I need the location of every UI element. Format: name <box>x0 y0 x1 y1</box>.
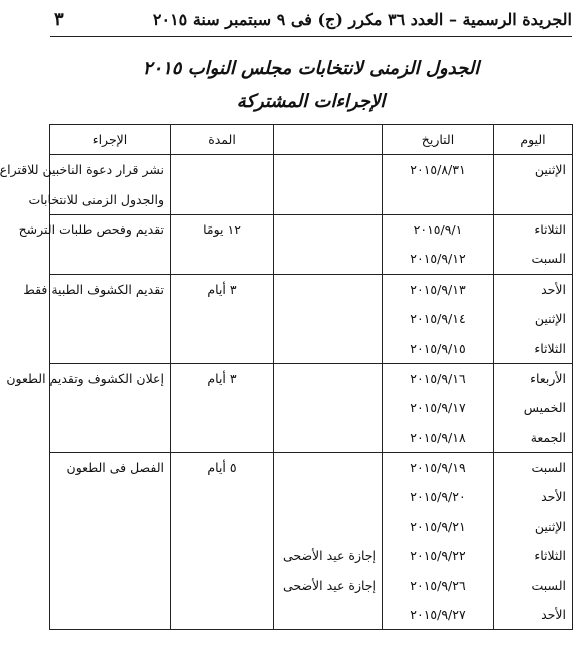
table-row <box>50 184 573 214</box>
page-number: ٣ <box>54 8 64 30</box>
table-row <box>50 423 573 453</box>
cell-date: ٢٠١٥/٩/١٤ <box>383 304 494 333</box>
cell-procedure <box>50 570 171 599</box>
cell-duration <box>171 541 274 570</box>
election-schedule-table <box>0 124 573 630</box>
cell-date: ٢٠١٥/٩/١٩ <box>383 452 494 482</box>
cell-note <box>274 244 383 274</box>
cell-date: ٢٠١٥/٩/٢٦ <box>383 570 494 599</box>
header-duration: المدة <box>171 125 274 155</box>
cell-procedure <box>50 482 171 511</box>
cell-duration <box>171 393 274 422</box>
cell-date: ٢٠١٥/٩/٢٧ <box>383 600 494 630</box>
table-row <box>50 155 573 185</box>
cell-procedure: تقديم الكشوف الطبية فقط <box>50 274 171 304</box>
cell-procedure <box>50 244 171 274</box>
cell-duration <box>171 570 274 599</box>
cell-duration <box>171 155 274 185</box>
table-row <box>50 393 573 422</box>
cell-date <box>383 184 494 214</box>
cell-note <box>274 452 383 482</box>
cell-day: الثلاثاء <box>494 214 573 244</box>
table-row <box>50 452 573 482</box>
cell-procedure <box>50 423 171 453</box>
cell-date: ٢٠١٥/٩/٢٢ <box>383 541 494 570</box>
table-row <box>50 570 573 599</box>
cell-note <box>274 274 383 304</box>
cell-note <box>274 184 383 214</box>
table-row <box>50 244 573 274</box>
cell-procedure: إعلان الكشوف وتقديم الطعون <box>50 363 171 393</box>
cell-note: إجازة عيد الأضحى <box>274 570 383 599</box>
cell-note: إجازة عيد الأضحى <box>274 541 383 570</box>
cell-procedure <box>50 541 171 570</box>
cell-procedure: نشر قرار دعوة الناخبين للاقتراع <box>50 155 171 185</box>
cell-date: ٢٠١٥/٩/٢٠ <box>383 482 494 511</box>
cell-day: الأحد <box>494 600 573 630</box>
cell-note <box>274 214 383 244</box>
cell-note <box>274 423 383 453</box>
cell-day: السبت <box>494 244 573 274</box>
cell-duration: ١٢ يومًا <box>171 214 274 244</box>
cell-date: ٢٠١٥/٩/٢١ <box>383 512 494 541</box>
cell-note <box>274 363 383 393</box>
cell-duration <box>171 304 274 333</box>
cell-day: الجمعة <box>494 423 573 453</box>
header-date: التاريخ <box>383 125 494 155</box>
cell-duration <box>171 600 274 630</box>
cell-duration <box>171 184 274 214</box>
cell-note <box>274 304 383 333</box>
cell-day: الثلاثاء <box>494 541 573 570</box>
cell-day: الأحد <box>494 274 573 304</box>
cell-procedure: والجدول الزمنى للانتخابات <box>50 184 171 214</box>
cell-procedure <box>50 512 171 541</box>
cell-duration <box>171 333 274 363</box>
table-row <box>50 600 573 630</box>
cell-date: ٢٠١٥/٩/١٧ <box>383 393 494 422</box>
cell-date: ٢٠١٥/٩/١٨ <box>383 423 494 453</box>
cell-duration <box>171 244 274 274</box>
cell-date: ٢٠١٥/٩/١٥ <box>383 333 494 363</box>
cell-procedure <box>50 600 171 630</box>
document-title: الجدول الزمنى لانتخابات مجلس النواب ٢٠١٥ <box>142 58 480 79</box>
cell-note <box>274 482 383 511</box>
table-row <box>50 333 573 363</box>
table-row <box>50 274 573 304</box>
cell-day: الثلاثاء <box>494 333 573 363</box>
cell-day: الخميس <box>494 393 573 422</box>
cell-procedure <box>50 333 171 363</box>
document-subtitle: الإجراءات المشتركة <box>236 91 386 112</box>
cell-duration <box>171 423 274 453</box>
cell-note <box>274 600 383 630</box>
cell-duration: ٥ أيام <box>171 452 274 482</box>
cell-day: الأحد <box>494 482 573 511</box>
header-procedure: الإجراء <box>50 125 171 155</box>
cell-duration <box>171 482 274 511</box>
cell-date: ٢٠١٥/٨/٣١ <box>383 155 494 185</box>
cell-duration <box>171 512 274 541</box>
cell-note <box>274 333 383 363</box>
cell-procedure <box>50 304 171 333</box>
header-rule <box>50 36 572 37</box>
cell-duration: ٣ أيام <box>171 274 274 304</box>
cell-day: الأربعاء <box>494 363 573 393</box>
header-day: اليوم <box>494 125 573 155</box>
table-body <box>0 155 573 630</box>
header-note <box>274 125 383 155</box>
cell-note <box>274 155 383 185</box>
table-row <box>50 304 573 333</box>
cell-day: الإثنين <box>494 512 573 541</box>
cell-note <box>274 512 383 541</box>
table-row <box>50 512 573 541</box>
cell-day: السبت <box>494 452 573 482</box>
cell-date: ٢٠١٥/٩/١٢ <box>383 244 494 274</box>
cell-date: ٢٠١٥/٩/١٦ <box>383 363 494 393</box>
running-header <box>54 6 572 32</box>
cell-procedure: تقديم وفحص طلبات الترشح <box>50 214 171 244</box>
table-row <box>50 541 573 570</box>
cell-date: ٢٠١٥/٩/١ <box>383 214 494 244</box>
cell-day: السبت <box>494 570 573 599</box>
cell-day <box>494 184 573 214</box>
table-header-row <box>50 125 573 155</box>
table-row <box>50 482 573 511</box>
cell-date: ٢٠١٥/٩/١٣ <box>383 274 494 304</box>
cell-note <box>274 393 383 422</box>
cell-day: الإثنين <box>494 155 573 185</box>
cell-procedure <box>50 393 171 422</box>
table-row <box>50 363 573 393</box>
cell-procedure: الفصل فى الطعون <box>50 452 171 482</box>
table-row <box>50 214 573 244</box>
running-title: الجريدة الرسمية – العدد ٣٦ مكرر (ج) فى ٩ سبتمبر سنة ٢٠١٥ <box>152 9 572 29</box>
cell-day: الإثنين <box>494 304 573 333</box>
cell-duration: ٣ أيام <box>171 363 274 393</box>
